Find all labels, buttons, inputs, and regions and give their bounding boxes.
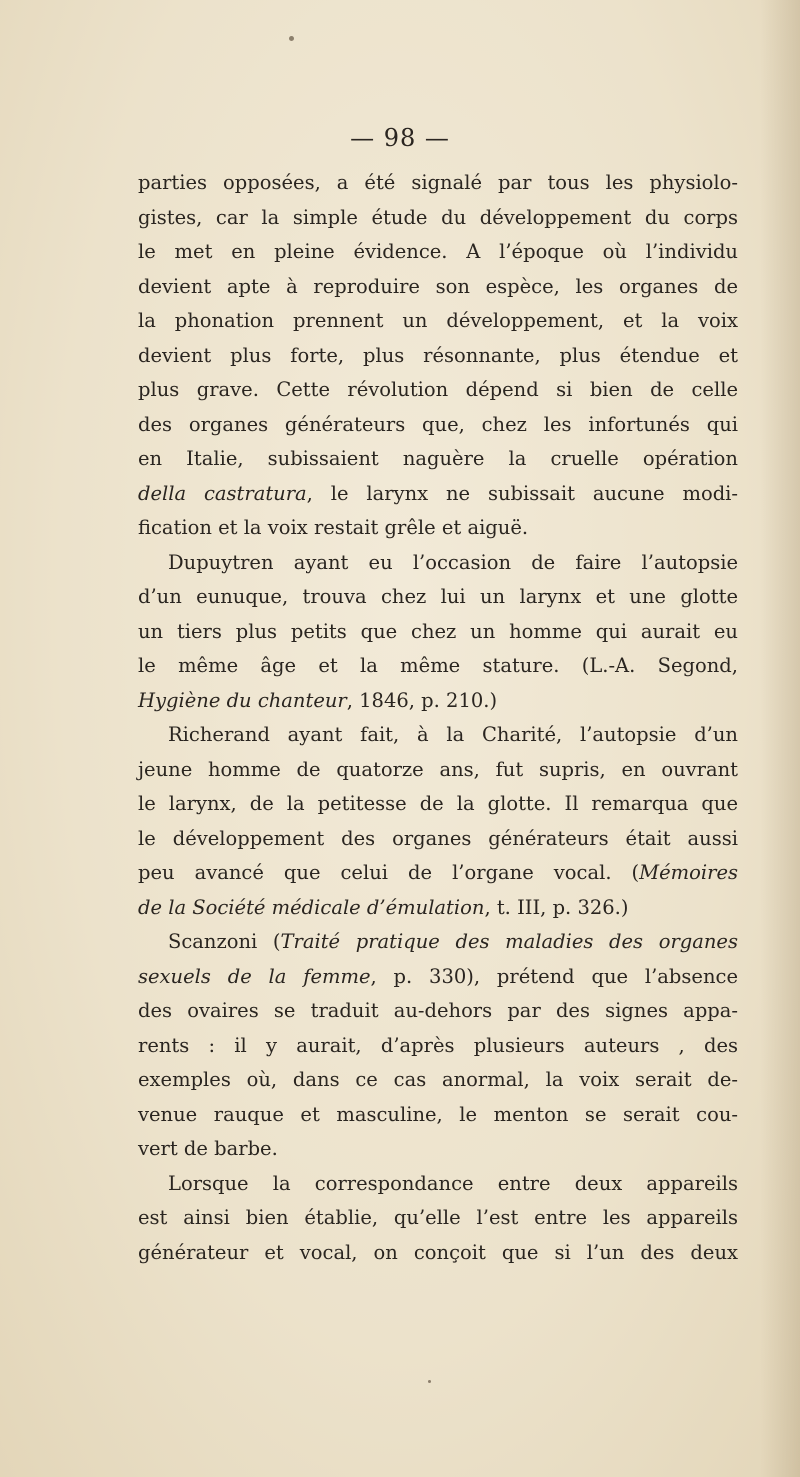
text-run: Lorsque la correspondance entre deux appareils [168,1171,738,1195]
page-number: — 98 — [350,124,450,152]
text-line [138,1132,738,1167]
text-line [138,235,738,270]
text-run: Dupuytren ayant eu l’occasion de faire l’autopsie [168,550,738,574]
text-line [138,960,738,995]
text-run: rents : il y aurait, d’après plusieurs auteurs , des [138,1033,738,1057]
text-line [138,994,738,1029]
text-run: un tiers plus petits que chez un homme qui aurait eu [138,619,738,643]
text-line [138,373,738,408]
text-run: des organes générateurs que, chez les infortunés qui [138,412,738,436]
italic-text: Mémoires [639,861,738,884]
text-line [138,615,738,650]
text-line [138,1167,738,1202]
text-run: fication et la voix restait grêle et aiguë. [138,516,529,539]
text-line [138,1201,738,1236]
text-run: le met en pleine évidence. A l’époque où l’individu [138,240,738,263]
italic-text: de la Société médicale d’émulation [138,895,485,919]
text-line [138,718,738,753]
text-line [138,201,738,236]
text-run: parties opposées, a été signalé par tous les physiolo- [138,171,738,194]
text-run: , t. III, p. 326.) [484,895,629,919]
text-run: vert de barbe. [138,1137,278,1160]
ink-speck [289,36,294,41]
text-run: le même âge et la même stature. (L.-A. Segond, [138,654,738,677]
text-run: générateur et vocal, on conçoit que si l’un des deux [138,1240,738,1264]
text-run: Richerand ayant fait, à la Charité, l’autopsie d’un [168,723,738,746]
text-line [138,580,738,615]
text-run: la phonation prennent un développement, et la voix [138,309,738,332]
text-line [138,1029,738,1064]
text-run: devient plus forte, plus résonnante, plus étendue et [138,343,738,367]
text-line [138,891,738,926]
text-run: le larynx, de la petitesse de la glotte. Il remarqua que [138,792,738,815]
text-line [138,304,738,339]
text-line [138,925,738,960]
italic-text: sexuels de la femme [138,964,371,988]
ink-speck [428,1380,431,1383]
text-run: plus grave. Cette révolution dépend si bien de celle [138,378,738,401]
text-run: , le larynx ne subissait aucune modi- [306,481,738,505]
text-run: venue rauque et masculine, le menton se serait cou- [138,1102,738,1126]
text-run: en Italie, subissaient naguère la cruelle opération [138,447,738,470]
text-line [138,787,738,822]
italic-text: Traité pratique des maladies des organes [280,930,738,953]
text-line [138,408,738,443]
text-run: des ovaires se traduit au-dehors par des signes appa- [138,999,738,1022]
text-run: est ainsi bien établie, qu’elle l’est entre les appareils [138,1206,738,1229]
text-run: Scanzoni ( [168,930,281,953]
page-edge-shadow [760,0,800,1477]
text-run: gistes, car la simple étude du développement du corps [138,205,738,229]
text-line [138,649,738,684]
text-run: exemples où, dans ce cas anormal, la voix serait de- [138,1068,738,1091]
text-line [138,339,738,374]
text-line [138,856,738,891]
text-run: , p. 330), prétend que l’absence [370,964,738,988]
text-run: le développement des organes générateurs était aussi [138,826,738,850]
text-run: d’un eunuque, trouva chez lui un larynx et une glotte [138,585,738,608]
italic-text: della castratura [138,481,307,505]
italic-text: Hygiène du chanteur [138,688,347,712]
text-line [138,822,738,857]
text-line [138,1098,738,1133]
text-line [138,477,738,512]
text-line [138,546,738,581]
text-line [138,753,738,788]
text-line [138,1236,738,1271]
text-line [138,166,738,201]
text-run: peu avancé que celui de l’organe vocal. ( [138,861,640,884]
text-line [138,1063,738,1098]
text-run: devient apte à reproduire son espèce, les organes de [138,274,738,298]
text-line [138,511,738,546]
text-line [138,270,738,305]
text-run: jeune homme de quatorze ans, fut supris, en ouvrant [138,757,738,781]
text-run: , 1846, p. 210.) [346,688,498,712]
body-text [138,166,738,1270]
text-line [138,442,738,477]
text-line [138,684,738,719]
